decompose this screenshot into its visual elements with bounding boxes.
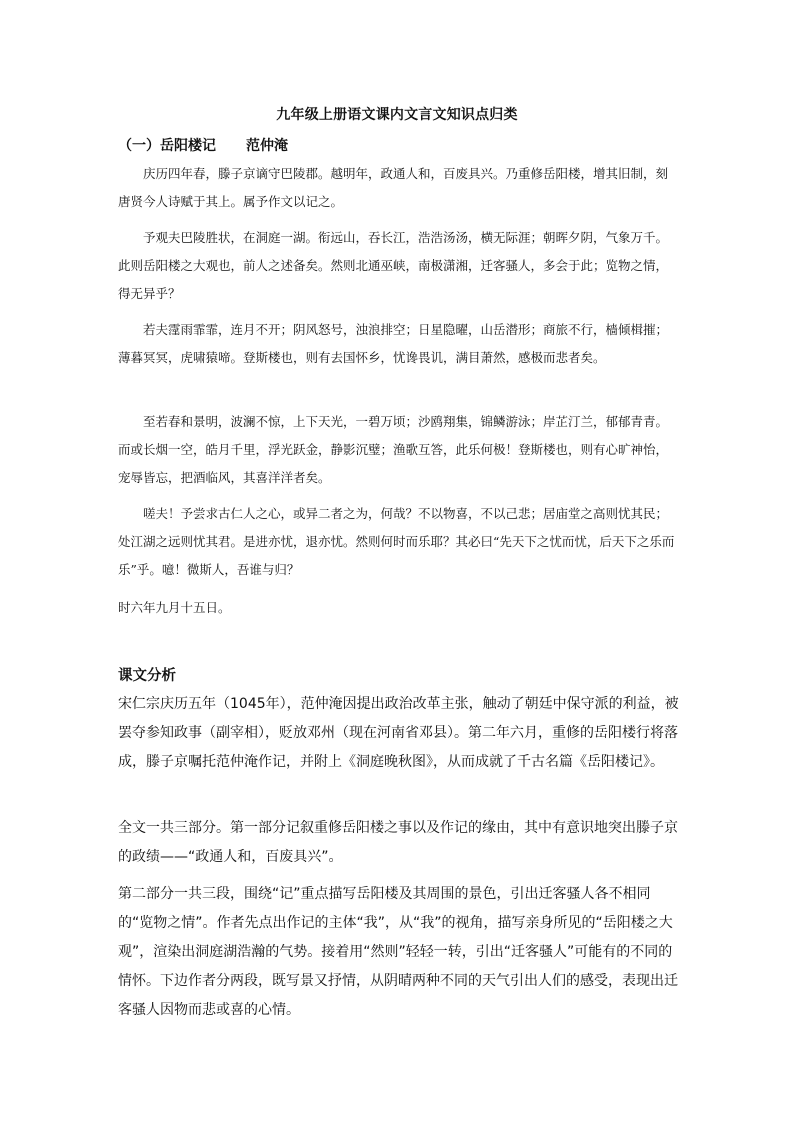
- document-title: 九年级上册语文课内文言文知识点归类: [276, 107, 518, 123]
- section-number: （一）: [118, 138, 160, 154]
- classical-text-paragraph-4: 至若春和景明，波澜不惊，上下天光，一碧万顷；沙鸥翔集，锦鳞游泳；岸芷汀兰，郁郁青青。而或长烟一空，皓月千里，浮光跃金，静影沉璧；渔歌互答，此乐何极！登斯楼也，则有心旷神怡，宠辱皆忘，把酒临风，其喜洋洋者矣。: [118, 414, 669, 485]
- classical-text-paragraph-5: 嗟夫！予尝求古仁人之心，或异二者之为，何哉？不以物喜，不以己悲；居庙堂之高则忧其民；处江湖之远则忧其君。是进亦忧，退亦忧。然则何时而乐耶？其必曰“先天下之忧而忧，后天下之乐而乐”乎。噫！微斯人，吾谁与归？: [118, 506, 675, 577]
- section-name: 岳阳楼记: [160, 138, 216, 154]
- section-heading: [118, 135, 288, 155]
- date-line: 时六年九月十五日。: [118, 600, 231, 615]
- classical-text-paragraph-2: 予观夫巴陵胜状，在洞庭一湖。衔远山，吞长江，浩浩汤汤，横无际涯；朝晖夕阴，气象万千。此则岳阳楼之大观也，前人之述备矣。然则北通巫峡，南极潇湘，迁客骚人，多会于此；览物之情，得无异乎？: [118, 230, 669, 301]
- analysis-paragraph-1: 宋仁宗庆历五年（1045年），范仲淹因提出政治改革主张，触动了朝廷中保守派的利益，被罢夺参知政事（副宰相），贬放邓州（现在河南省邓县）。第二年六月，重修的岳阳楼行将落成，滕子京嘱托范仲淹作记，并附上《洞庭晚秋图》，从而成就了千古名篇《岳阳楼记》。: [118, 696, 679, 770]
- analysis-paragraph-3: 第二部分一共三段，围绕“记”重点描写岳阳楼及其周围的景色，引出迁客骚人各不相同的“览物之情”。作者先点出作记的主体“我”，从“我”的视角，描写亲身所见的“岳阳楼之大观”，渲染出洞庭湖浩瀚的气势。接着用“然则”轻轻一转，引出“迁客骚人”可能有的不同的情怀。下边作者分两段，既写景又抒情，从阴晴两种不同的天气引出人们的感受，表现出迁客骚人因物而悲或喜的心情。: [118, 886, 678, 1018]
- section-author: 范仲淹: [246, 138, 288, 154]
- classical-text-paragraph-1: 庆历四年春，滕子京谪守巴陵郡。越明年，政通人和，百废具兴。乃重修岳阳楼，增其旧制，刻唐贤今人诗赋于其上。属予作文以记之。: [118, 166, 669, 209]
- analysis-paragraph-2: 全文一共三部分。第一部分记叙重修岳阳楼之事以及作记的缘由，其中有意识地突出滕子京的政绩——“政通人和，百废具兴”。: [118, 820, 678, 865]
- analysis-heading: 课文分析: [118, 668, 176, 684]
- classical-text-paragraph-3: 若夫霪雨霏霏，连月不开；阴风怒号，浊浪排空；日星隐曜，山岳潜形；商旅不行，樯倾楫摧；薄暮冥冥，虎啸猿啼。登斯楼也，则有去国怀乡，忧谗畏讥，满目萧然，感极而悲者矣。: [118, 322, 669, 365]
